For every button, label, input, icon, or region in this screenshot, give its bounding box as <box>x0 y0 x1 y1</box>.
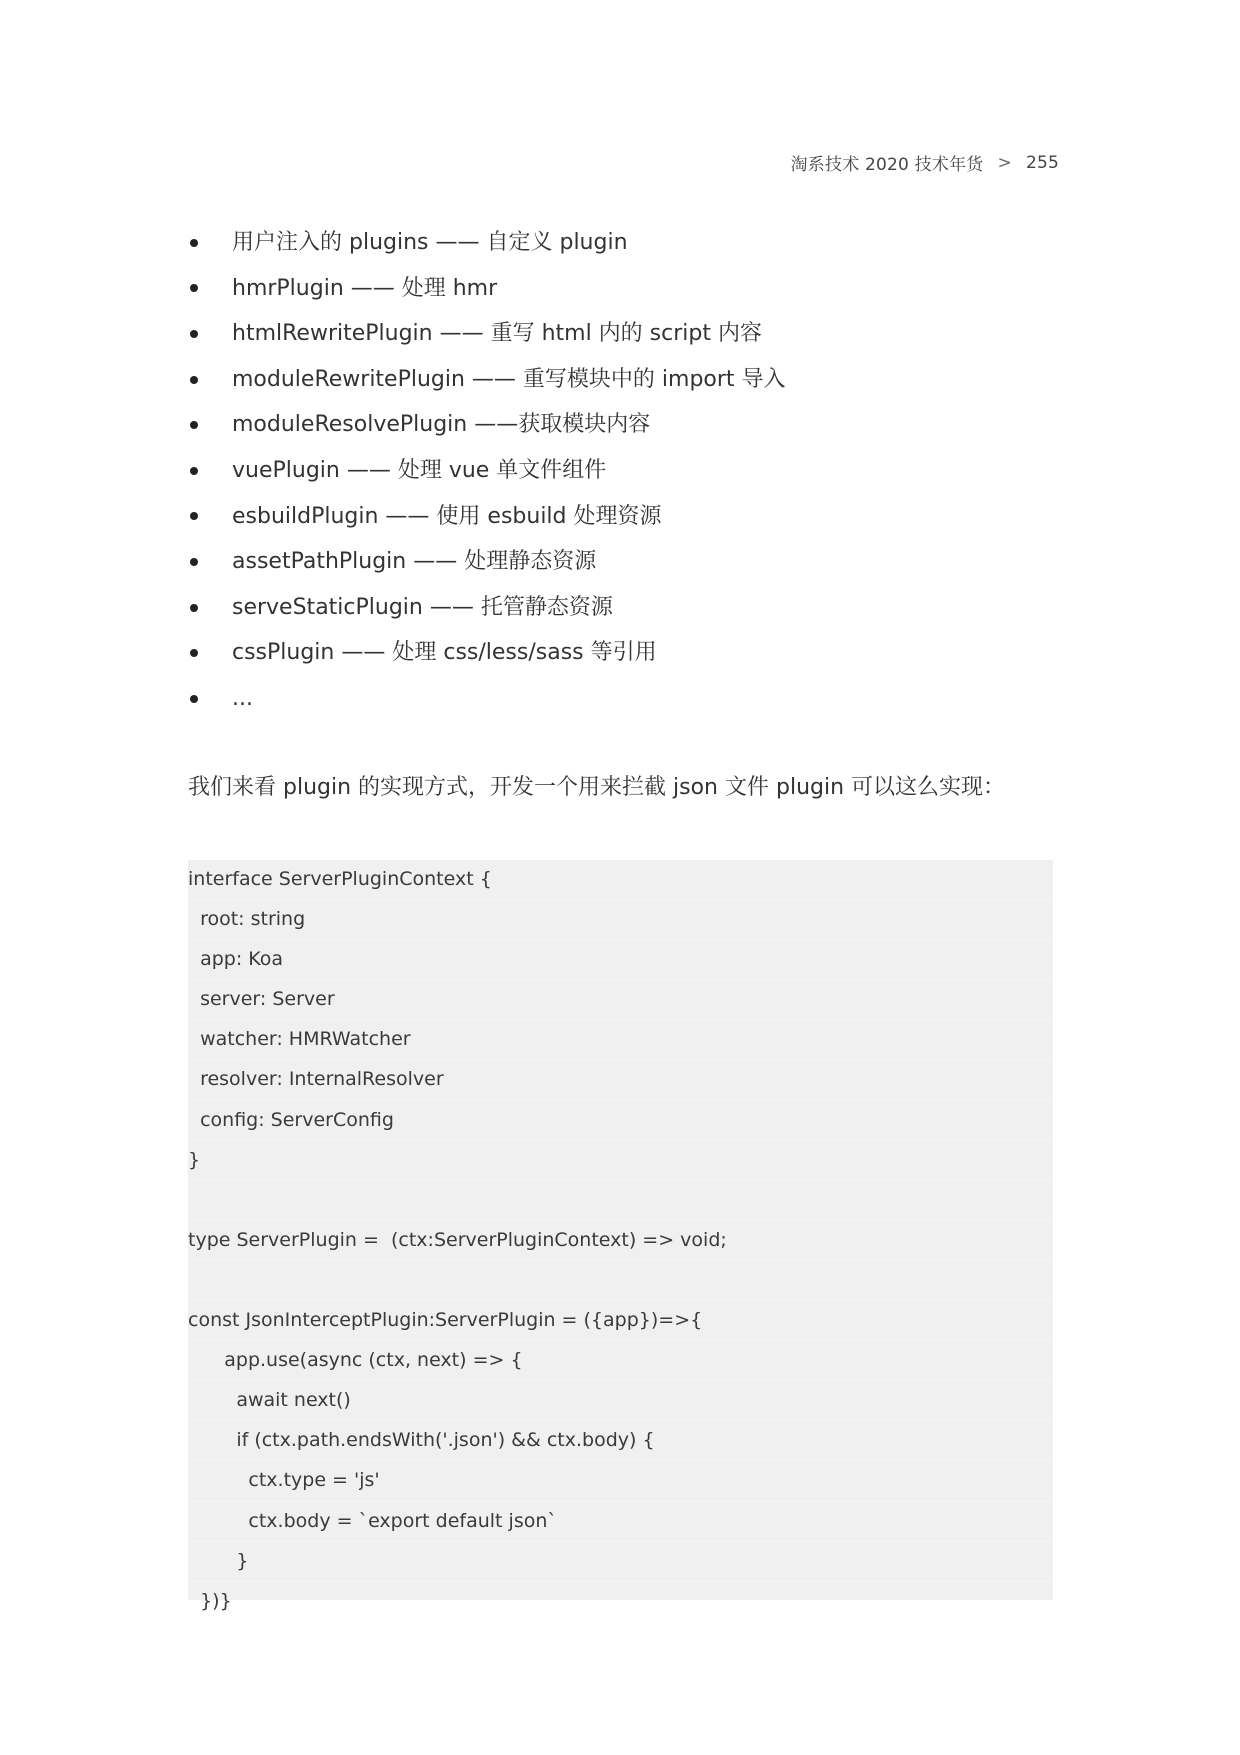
page-number: 255 <box>1025 152 1059 173</box>
code-line: type ServerPlugin = (ctx:ServerPluginContext) => void; <box>188 1220 1053 1260</box>
list-item-text: vuePlugin —— 处理 vue 单文件组件 <box>232 457 607 483</box>
list-item-text: assetPathPlugin —— 处理静态资源 <box>232 549 597 575</box>
list-item <box>190 676 1050 722</box>
code-line: server: Server <box>188 979 1053 1019</box>
bullet-icon <box>190 695 198 703</box>
bullet-icon <box>190 467 198 475</box>
code-line: app.use(async (ctx, next) => { <box>188 1340 1053 1380</box>
body-paragraph: 我们来看 plugin 的实现方式，开发一个用来拦截 json 文件 plugin 可以这么实现： <box>188 775 1006 800</box>
page-header <box>791 150 1059 175</box>
plugin-list <box>190 220 1050 722</box>
bullet-icon <box>190 558 198 566</box>
code-line: } <box>188 1541 1053 1581</box>
bullet-icon <box>190 421 198 429</box>
code-line: config: ServerConfig <box>188 1100 1053 1140</box>
list-item <box>190 402 1050 448</box>
list-item-text: moduleResolvePlugin ——获取模块内容 <box>232 412 651 438</box>
code-line: const JsonInterceptPlugin:ServerPlugin = ({app})=>{ <box>188 1300 1053 1340</box>
list-item <box>190 357 1050 403</box>
header-separator: > <box>997 152 1012 173</box>
code-line: ctx.body = `export default json` <box>188 1501 1053 1541</box>
code-line: })} <box>188 1581 1053 1621</box>
book-title: 淘系技术 2020 技术年货 <box>790 155 984 175</box>
list-item-text: hmrPlugin —— 处理 hmr <box>232 275 498 301</box>
bullet-icon <box>190 512 198 520</box>
code-line: root: string <box>188 899 1053 939</box>
list-item-text: esbuildPlugin —— 使用 esbuild 处理资源 <box>232 503 662 529</box>
list-item <box>190 448 1050 494</box>
code-line: ctx.type = 'js' <box>188 1460 1053 1500</box>
list-item-text: 用户注入的 plugins —— 自定义 plugin <box>232 230 628 255</box>
list-item <box>190 630 1050 676</box>
list-item <box>190 311 1050 357</box>
code-line <box>188 1260 1053 1300</box>
bullet-icon <box>190 239 198 247</box>
code-line: watcher: HMRWatcher <box>188 1019 1053 1059</box>
list-item <box>190 585 1050 631</box>
bullet-icon <box>190 330 198 338</box>
list-item-text: cssPlugin —— 处理 css/less/sass 等引用 <box>232 640 657 666</box>
code-line <box>188 1180 1053 1220</box>
code-line: app: Koa <box>188 939 1053 979</box>
list-item <box>190 494 1050 540</box>
list-item <box>190 539 1050 585</box>
bullet-icon <box>190 284 198 292</box>
code-line: } <box>188 1140 1053 1180</box>
code-line: interface ServerPluginContext { <box>188 868 492 890</box>
bullet-icon <box>190 376 198 384</box>
list-item <box>190 220 1050 266</box>
list-item-text: ... <box>232 685 253 711</box>
code-line: await next() <box>188 1380 1053 1420</box>
bullet-icon <box>190 649 198 657</box>
list-item <box>190 266 1050 312</box>
code-line: resolver: InternalResolver <box>188 1059 1053 1099</box>
code-block <box>188 860 1053 1612</box>
code-line: if (ctx.path.endsWith('.json') && ctx.body) { <box>188 1420 1053 1460</box>
list-item-text: moduleRewritePlugin —— 重写模块中的 import 导入 <box>232 366 786 392</box>
list-item-text: htmlRewritePlugin —— 重写 html 内的 script 内容 <box>232 321 762 347</box>
list-item-text: serveStaticPlugin —— 托管静态资源 <box>232 594 613 620</box>
bullet-icon <box>190 604 198 612</box>
